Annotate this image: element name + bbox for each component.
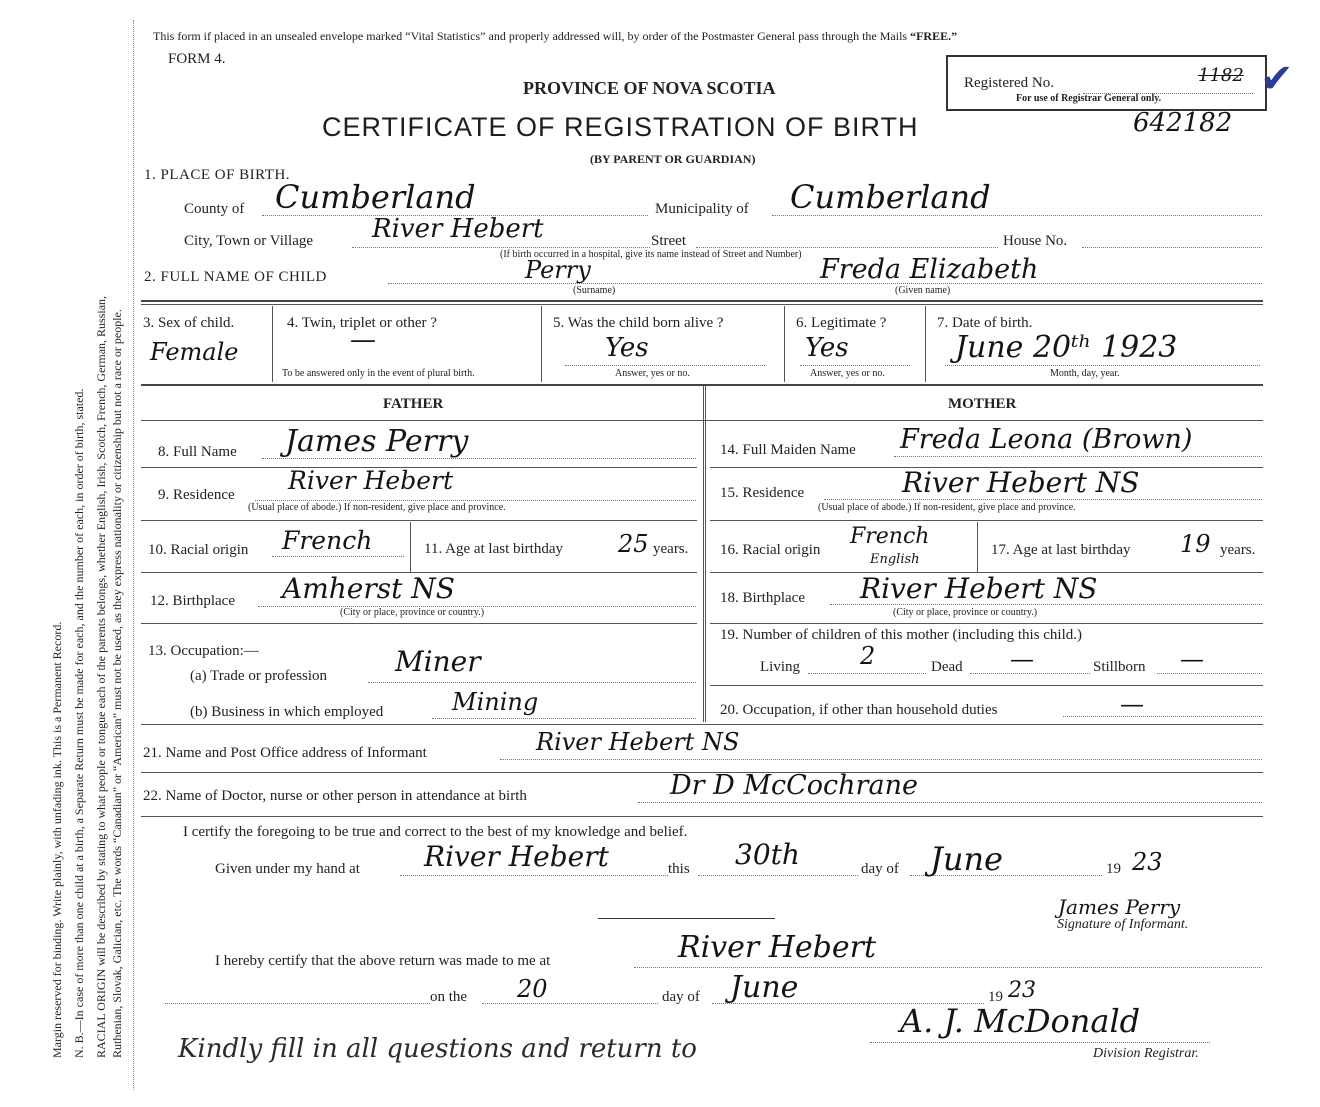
city-value: River Hebert bbox=[372, 214, 544, 244]
mother-name-label: 14. Full Maiden Name bbox=[720, 442, 856, 458]
registrar-statement: I hereby certify that the above return was made to me at bbox=[215, 953, 551, 969]
registrar-day-value: 20 bbox=[517, 975, 548, 1003]
informant-label: 21. Name and Post Office address of Informant bbox=[143, 745, 427, 761]
page-title: CERTIFICATE OF REGISTRATION OF BIRTH bbox=[322, 112, 919, 142]
mother-birthplace-label: 18. Birthplace bbox=[720, 590, 805, 606]
registrar-place-value: River Hebert bbox=[678, 930, 877, 965]
father-age-value: 25 bbox=[618, 530, 649, 558]
twin-note: To be answered only in the event of plural birth. bbox=[282, 368, 475, 379]
informant-value: River Hebert NS bbox=[536, 728, 740, 756]
place-of-birth-label: 1. PLACE OF BIRTH. bbox=[144, 167, 291, 183]
sex-value: Female bbox=[150, 338, 239, 366]
certify-year-suffix: 23 bbox=[1132, 848, 1163, 876]
dead-label: Dead bbox=[931, 659, 963, 675]
living-value: 2 bbox=[860, 642, 876, 670]
legitimate-label: 6. Legitimate ? bbox=[796, 315, 887, 331]
father-occupation-label: 13. Occupation:— bbox=[148, 643, 259, 659]
page-subtitle: (BY PARENT OR GUARDIAN) bbox=[590, 152, 756, 166]
mother-age-unit: years. bbox=[1220, 542, 1256, 558]
mother-name-value: Freda Leona (Brown) bbox=[900, 424, 1193, 455]
mother-occupation-label: 20. Occupation, if other than household duties bbox=[720, 702, 998, 718]
mother-birthplace-note: (City or place, province or country.) bbox=[893, 607, 1038, 618]
date-of-birth-label: 7. Date of birth. bbox=[937, 315, 1033, 331]
father-heading: FATHER bbox=[383, 396, 444, 412]
registrar-year-suffix: 23 bbox=[1008, 978, 1036, 1003]
father-age-unit: years. bbox=[653, 541, 689, 557]
mother-racial-value: French bbox=[850, 524, 930, 549]
margin-note-3: RACIAL ORIGIN will be described by stating to what people or tongue each of the parents belongs, whether English, Irish, Scotch, French, German, Russian, bbox=[94, 295, 108, 1058]
certify-statement: I certify the foregoing to be true and correct to the best of my knowledge and belief. bbox=[183, 824, 688, 840]
mother-occupation-value: — bbox=[1120, 690, 1144, 718]
father-birthplace-note: (City or place, province or country.) bbox=[340, 607, 485, 618]
margin-note-4: Ruthenian, Slovak, Galician, etc. The words “Canadian” or “American” must not be used, as they express nationality or citizenship but not a race or people. bbox=[110, 309, 124, 1058]
father-business-label: (b) Business in which employed bbox=[190, 704, 384, 720]
hospital-note: (If birth occurred in a hospital, give its name instead of Street and Number) bbox=[500, 249, 802, 260]
father-birthplace-value: Amherst NS bbox=[282, 572, 455, 605]
mother-racial-label: 16. Racial origin bbox=[720, 542, 821, 558]
stillborn-value: — bbox=[1180, 645, 1204, 673]
stillborn-label: Stillborn bbox=[1093, 659, 1146, 675]
street-label: Street bbox=[651, 233, 686, 249]
registered-box bbox=[946, 55, 1267, 111]
doctor-label: 22. Name of Doctor, nurse or other person in attendance at birth bbox=[143, 788, 527, 804]
legitimate-note: Answer, yes or no. bbox=[810, 368, 885, 379]
municipality-value: Cumberland bbox=[790, 178, 991, 216]
child-given-name-value: Freda Elizabeth bbox=[820, 254, 1039, 285]
house-number-label: House No. bbox=[1003, 233, 1068, 249]
certify-day-value: 30th bbox=[735, 838, 800, 871]
margin-note-2: N. B.—In case of more than one child at a birth, a Separate Return must be made for each, and the number of each, in order of birth, stated. bbox=[72, 388, 86, 1058]
certify-month-value: June bbox=[930, 840, 1003, 878]
registrar-signature: A. J. McDonald bbox=[900, 1002, 1141, 1040]
father-residence-label: 9. Residence bbox=[158, 487, 235, 503]
margin-note-1: Margin reserved for binding. Write plainly, with unfading ink. This is a Permanent Record. bbox=[50, 621, 64, 1058]
mother-age-label: 17. Age at last birthday bbox=[991, 542, 1131, 558]
given-under-label: Given under my hand at bbox=[215, 861, 360, 877]
date-of-birth-value: June 20ᵗʰ 1923 bbox=[955, 330, 1178, 365]
dead-value: — bbox=[1010, 645, 1034, 673]
mother-residence-value: River Hebert NS bbox=[902, 466, 1140, 499]
margin-line bbox=[133, 20, 134, 1090]
surname-note: (Surname) bbox=[573, 285, 616, 296]
day-of-label: day of bbox=[861, 861, 899, 877]
mother-racial-value-2: English bbox=[870, 552, 920, 567]
certify-year-prefix: 19 bbox=[1106, 861, 1121, 877]
this-label: this bbox=[668, 861, 690, 877]
registered-label: Registered No. bbox=[964, 75, 1054, 91]
registrar-month-value: June bbox=[730, 970, 799, 1005]
certificate-number: 642182 bbox=[1133, 108, 1233, 138]
father-residence-value: River Hebert bbox=[288, 466, 454, 495]
father-name-value: James Perry bbox=[285, 424, 469, 459]
city-label: City, Town or Village bbox=[184, 233, 314, 249]
twin-label: 4. Twin, triplet or other ? bbox=[287, 315, 437, 331]
mother-age-value: 19 bbox=[1180, 530, 1211, 558]
registered-note: For use of Registrar General only. bbox=[1016, 93, 1162, 104]
registrar-year-prefix: 19 bbox=[988, 989, 1003, 1005]
checkmark-icon: ✔ bbox=[1260, 56, 1294, 102]
born-alive-note: Answer, yes or no. bbox=[615, 368, 690, 379]
father-age-label: 11. Age at last birthday bbox=[424, 541, 563, 557]
signature-of-informant-label: Signature of Informant. bbox=[1057, 917, 1189, 932]
county-value: Cumberland bbox=[275, 178, 476, 216]
child-name-label: 2. FULL NAME OF CHILD bbox=[144, 269, 327, 285]
mail-notice: This form if placed in an unsealed envelope marked “Vital Statistics” and properly addressed will, by order of the Postmaster General pass through the Mails “FREE.” bbox=[153, 29, 958, 43]
doctor-value: Dr D McCochrane bbox=[670, 770, 918, 801]
legitimate-value: Yes bbox=[805, 333, 849, 363]
living-label: Living bbox=[760, 659, 800, 675]
father-trade-value: Miner bbox=[395, 645, 481, 678]
form-number: FORM 4. bbox=[168, 51, 226, 67]
on-the-label: on the bbox=[430, 989, 468, 1005]
given-name-note: (Given name) bbox=[895, 285, 951, 296]
municipality-label: Municipality of bbox=[655, 201, 749, 217]
born-alive-value: Yes bbox=[605, 333, 649, 363]
registrar-day-of-label: day of bbox=[662, 989, 700, 1005]
mother-birthplace-value: River Hebert NS bbox=[860, 572, 1098, 605]
handwritten-note: Kindly fill in all questions and return to bbox=[178, 1034, 697, 1064]
father-name-label: 8. Full Name bbox=[158, 444, 237, 460]
given-place-value: River Hebert bbox=[424, 840, 609, 873]
father-trade-label: (a) Trade or profession bbox=[190, 668, 328, 684]
county-label: County of bbox=[184, 201, 245, 217]
born-alive-label: 5. Was the child born alive ? bbox=[553, 315, 724, 331]
child-surname-value: Perry bbox=[525, 256, 591, 284]
mother-residence-note: (Usual place of abode.) If non-resident, give place and province. bbox=[818, 502, 1076, 513]
province-heading: PROVINCE OF NOVA SCOTIA bbox=[523, 78, 776, 98]
father-business-value: Mining bbox=[452, 688, 539, 716]
father-racial-value: French bbox=[282, 526, 373, 555]
father-birthplace-label: 12. Birthplace bbox=[150, 593, 235, 609]
mother-residence-label: 15. Residence bbox=[720, 485, 805, 501]
date-of-birth-note: Month, day, year. bbox=[1050, 368, 1120, 379]
mother-heading: MOTHER bbox=[948, 396, 1017, 412]
father-residence-note: (Usual place of abode.) If non-resident, give place and province. bbox=[248, 502, 506, 513]
father-racial-label: 10. Racial origin bbox=[148, 542, 249, 558]
registered-struck-number: 1182 bbox=[1198, 65, 1244, 86]
twin-value: — bbox=[350, 325, 376, 355]
sex-label: 3. Sex of child. bbox=[143, 315, 235, 331]
informant-signature: James Perry bbox=[1058, 895, 1181, 919]
division-registrar-label: Division Registrar. bbox=[1093, 1046, 1199, 1061]
mother-children-label: 19. Number of children of this mother (including this child.) bbox=[720, 627, 1083, 643]
